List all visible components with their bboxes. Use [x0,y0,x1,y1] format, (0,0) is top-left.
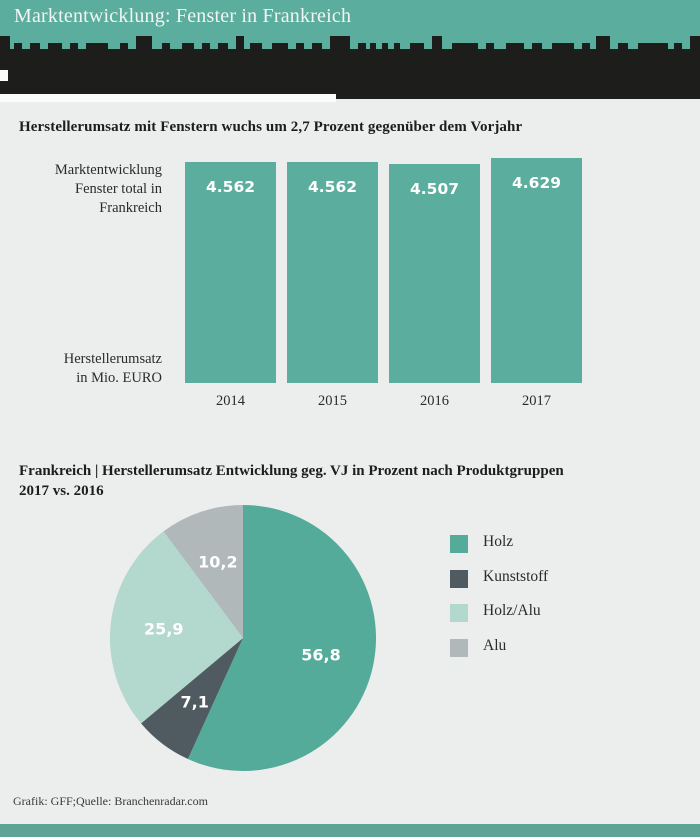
legend-swatch [450,604,468,622]
bar-chart [0,155,700,420]
bar [287,162,378,383]
pie-slice-label: 10,2 [198,552,238,572]
legend-swatch [450,535,468,553]
bar-chart-series-label-line: Fenster total in [75,181,162,197]
legend-label: Holz [483,533,514,550]
bar-chart-series-label-line: Marktentwicklung [54,162,162,178]
legend-label: Alu [483,636,507,654]
white-notch-bottom [0,94,336,102]
bar-chart-axis-label [10,350,162,388]
footer-accent-bar [0,824,700,837]
bar [389,164,480,383]
bar-category-label: 2014 [216,393,245,409]
pie-chart-title [19,461,659,501]
legend-label: Holz/Alu [483,602,541,619]
page-title: Marktentwicklung: Fenster in Frankreich [14,5,352,27]
bar-chart-series-label-line: Frankreich [99,200,162,216]
legend-item [450,533,660,568]
legend-label: Kunststoff [483,567,549,585]
pie-slice-label: 56,8 [301,645,341,665]
legend-swatch [450,570,468,588]
pie-slice-label: 25,9 [143,619,184,639]
bar-chart-series-label [10,161,162,218]
footer-source: Grafik: GFF;Quelle: Branchenradar.com [13,794,208,808]
pie-slice-label: 7,1 [180,692,209,711]
pie-chart-legend [450,533,660,671]
bar-value-label: 4.562 [307,178,358,196]
legend-item [450,568,660,603]
bar-category-label: 2015 [318,393,347,409]
chart-subtitle: Herstellerumsatz mit Fenstern wuchs um 2,7 Prozent gegenüber dem Vorjahr [19,119,523,135]
bar-chart-plot-area [185,155,615,420]
legend-item [450,602,660,637]
black-band-decoration [0,49,700,99]
bar-value-label: 4.507 [409,180,460,198]
legend-swatch [450,639,468,657]
bar [185,162,276,383]
pie-chart-title-line2: 2017 vs. 2016 [19,483,104,499]
bar-category-label: 2017 [522,393,551,409]
pie-chart [110,505,376,771]
legend-item [450,637,660,672]
bar [491,158,582,383]
bar-value-label: 4.629 [511,174,562,192]
bar-value-label: 4.562 [205,178,256,196]
bar-chart-axis-label-line: in Mio. EURO [76,370,162,386]
pie-chart-title-line1: Frankreich | Herstellerumsatz Entwicklung geg. VJ in Prozent nach Produktgruppen [19,463,564,479]
bar-chart-axis-label-line: Herstellerumsatz [63,351,162,367]
white-notch-left [0,70,8,81]
bar-category-label: 2016 [420,393,449,409]
